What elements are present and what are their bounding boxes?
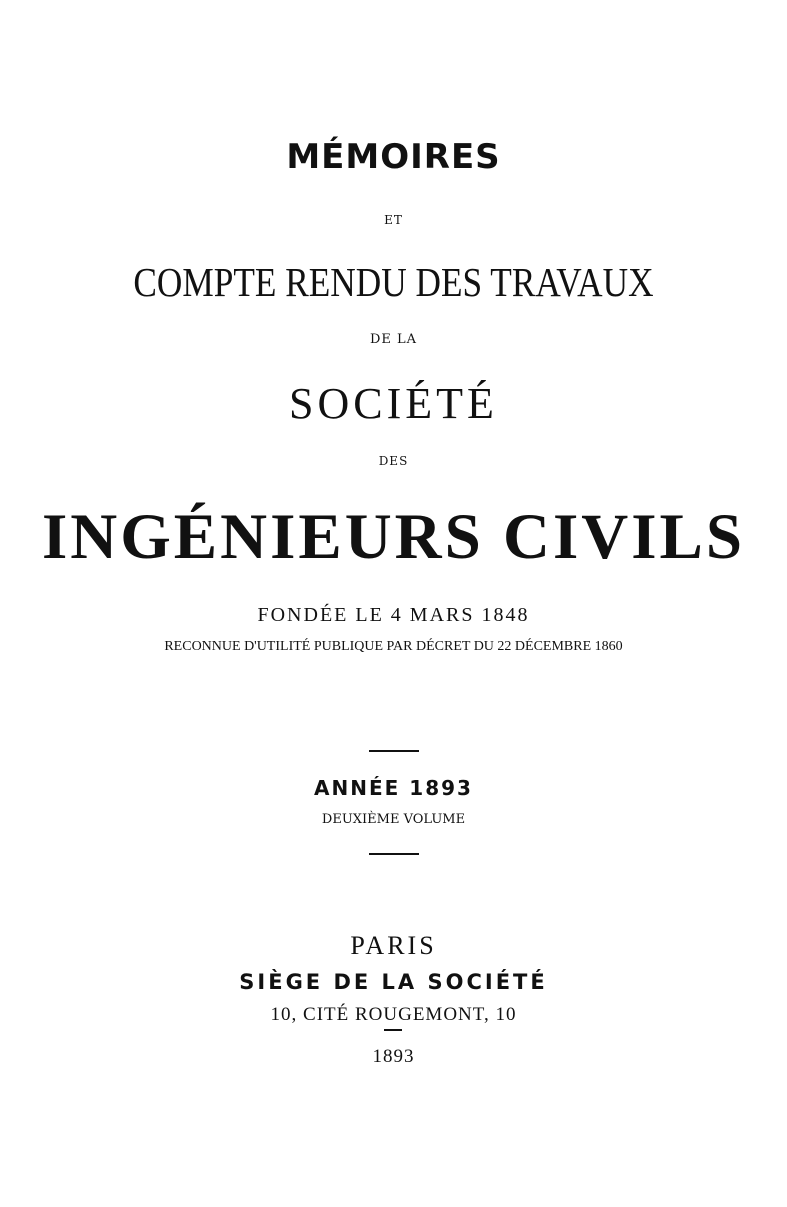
recognition-decree: RECONNUE D'UTILITÉ PUBLIQUE PAR DÉCRET DU 22 DÉCEMBRE 1860 [164,639,623,654]
divider-bottom [369,853,419,855]
text-des: DES [378,454,409,468]
heading-memoires: MÉMOIRES [286,137,501,177]
text-de-la: DE LA [369,332,418,347]
founding-date: FONDÉE LE 4 MARS 1848 [257,604,530,626]
volume-label: DEUXIÈME VOLUME [321,812,466,827]
address-line: 10, CITÉ ROUGEMONT, 10 [270,1004,517,1025]
year-heading: ANNÉE 1893 [314,776,473,800]
conjunction-et: ET [384,213,403,227]
heading-ingenieurs-civils: INGÉNIEURS CIVILS [42,501,745,573]
siege-label: SIÈGE DE LA SOCIÉTÉ [239,970,548,994]
divider-top [369,750,419,752]
heading-compte-rendu: COMPTE RENDU DES TRAVAUX [133,259,654,305]
city-paris: PARIS [350,931,437,960]
divider-small [384,1029,402,1031]
publication-year: 1893 [372,1046,415,1067]
heading-societe: SOCIÉTÉ [289,379,498,428]
